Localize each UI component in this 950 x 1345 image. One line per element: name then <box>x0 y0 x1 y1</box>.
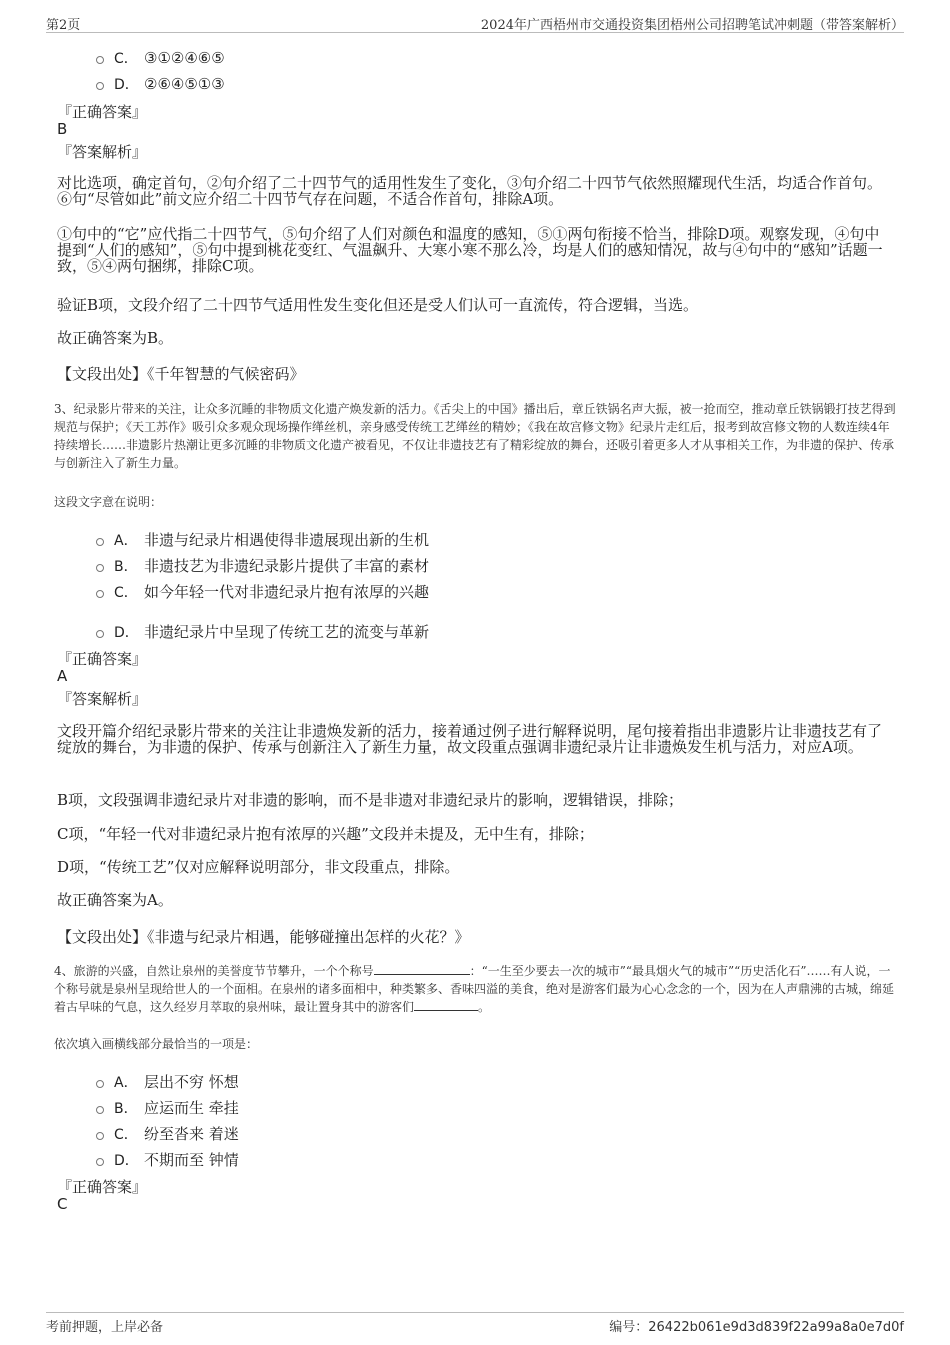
q3-prompt: 这段文字意在说明： <box>54 495 163 509</box>
q2-answer-label: 『正确答案』 <box>57 103 148 121</box>
q3-option-c[interactable]: C． 如今年轻一代对非遗纪录片抱有浓厚的兴趣 <box>96 581 429 602</box>
q3-source: 【文段出处】《非遗与纪录片相遇，能够碰撞出怎样的火花？》 <box>57 928 470 946</box>
q2-analysis-p3: 验证B项，文段介绍了二十四节气适用性发生变化但还是受人们认可一直流传，符合逻辑，当选。 <box>57 296 699 314</box>
q2-source: 【文段出处】《千年智慧的气候密码》 <box>57 365 305 383</box>
q4-option-b[interactable]: B． 应运而生 牵挂 <box>96 1097 239 1118</box>
fill-blank-1[interactable] <box>374 962 470 975</box>
q4-option-d[interactable]: D． 不期而至 钟情 <box>96 1149 239 1170</box>
q3-analysis-label: 『答案解析』 <box>57 690 148 708</box>
page-number: 第2页 <box>46 18 81 33</box>
radio-icon[interactable] <box>96 1106 104 1114</box>
document-title: 2024年广西梧州市交通投资集团梧州公司招聘笔试冲刺题（带答案解析） <box>480 18 904 33</box>
radio-icon[interactable] <box>96 630 104 638</box>
q3-option-a[interactable]: A． 非遗与纪录片相遇使得非遗展现出新的生机 <box>96 529 429 550</box>
q3-option-b[interactable]: B． 非遗技艺为非遗纪录影片提供了丰富的素材 <box>96 555 429 576</box>
q4-answer: C <box>57 1195 68 1213</box>
radio-icon[interactable] <box>96 538 104 546</box>
q3-answer: A <box>57 667 68 685</box>
radio-icon[interactable] <box>96 82 104 90</box>
q3-option-d[interactable]: D． 非遗纪录片中呈现了传统工艺的流变与革新 <box>96 621 429 642</box>
radio-icon[interactable] <box>96 564 104 572</box>
q2-option-c[interactable]: C． ③①②④⑥⑤ <box>96 48 225 68</box>
document-code: 编号：26422b061e9d3d839f22a99a8a0e7d0f <box>609 1320 904 1335</box>
q4-question-text: 4、旅游的兴盛，自然让泉州的美誉度节节攀升，一个个称号 ：“一生至少要去一次的城市”“最具烟火气的城市”“历史活化石”……有人说，一个称号就是泉州呈现给世人的一个面相。在泉州的诸多面相中，种类繁多、香味四溢的美食，绝对是游客们最为心心念念的一个，因为在人声鼎沸的古城，绵延着古早味的气息，这久经岁月萃取的泉州味，最让置身其中的游客们 。 <box>54 964 895 1014</box>
page-footer <box>46 1312 904 1335</box>
q3-analysis-p2: B项，文段强调非遗纪录片对非遗的影响，而不是非遗对非遗纪录片的影响，逻辑错误，排除； <box>57 791 684 809</box>
q3-analysis-p4: D项，“传统工艺”仅对应解释说明部分，非文段重点，排除。 <box>57 858 460 876</box>
q2-analysis-p4: 故正确答案为B。 <box>57 329 174 347</box>
footer-slogan: 考前押题，上岸必备 <box>46 1320 164 1335</box>
radio-icon[interactable] <box>96 1132 104 1140</box>
q3-analysis-p5: 故正确答案为A。 <box>57 891 173 909</box>
q3-analysis-p3: C项，“年轻一代对非遗纪录片抱有浓厚的兴趣”文段并未提及，无中生有，排除； <box>57 825 594 843</box>
fill-blank-2[interactable] <box>414 998 478 1011</box>
q2-option-d[interactable]: D． ②⑥④⑤①③ <box>96 74 225 94</box>
q2-analysis-label: 『答案解析』 <box>57 143 148 161</box>
radio-icon[interactable] <box>96 590 104 598</box>
q4-option-a[interactable]: A． 层出不穷 怀想 <box>96 1071 239 1092</box>
q4-option-c[interactable]: C． 纷至沓来 着迷 <box>96 1123 239 1144</box>
page-header <box>46 14 904 33</box>
q3-question-text: 3、纪录影片带来的关注，让众多沉睡的非物质文化遗产焕发新的活力。《舌尖上的中国》播出后，章丘铁锅名声大振，被一抢而空，推动章丘铁锅锻打技艺得到规范与保护；《天工苏作》吸引众多观众现场操作缂丝机，亲身感受传统工艺缂丝的精妙；《我在故宫修文物》纪录片走红后，报考到故宫修文物的人数连续4年持续增长……非遗影片热潮让更多沉睡的非物质文化遗产被看见，不仅让非遗技艺有了精彩绽放的舞台，还吸引着更多人才从事相关工作，为非遗的保护、传承与创新注入了新生力量。 <box>54 402 896 470</box>
radio-icon[interactable] <box>96 1158 104 1166</box>
q4-prompt: 依次填入画横线部分最恰当的一项是： <box>54 1037 259 1051</box>
radio-icon[interactable] <box>96 1080 104 1088</box>
q2-analysis-p2: ①句中的“它”应代指二十四节气，⑤句介绍了人们对颜色和温度的感知，⑤①两句衔接不恰当，排除D项。观察发现，④句中提到“人们的感知”，⑤句中提到桃花变红、气温飙升、大寒小寒不那么冷，均是人们的感知情况，故与④句中的“感知”话题一致，⑤④两句捆绑，排除C项。 <box>57 225 883 275</box>
q3-analysis-p1: 文段开篇介绍纪录影片带来的关注让非遗焕发新的活力，接着通过例子进行解释说明，尾句接着指出非遗影片让非遗技艺有了绽放的舞台，为非遗的保护、传承与创新注入了新生力量，故文段重点强调非遗纪录片让非遗焕发生机与活力，对应A项。 <box>57 722 883 756</box>
q2-analysis-p1: 对比选项，确定首句，②句介绍了二十四节气的适用性发生了变化，③句介绍二十四节气依然照耀现代生活，均适合作首句。⑥句“尽管如此”前文应介绍二十四节气存在问题，不适合作首句，排除A项。 <box>57 174 883 208</box>
q2-answer: B <box>57 120 68 138</box>
radio-icon[interactable] <box>96 56 104 64</box>
q4-answer-label: 『正确答案』 <box>57 1178 148 1196</box>
q3-answer-label: 『正确答案』 <box>57 650 148 668</box>
